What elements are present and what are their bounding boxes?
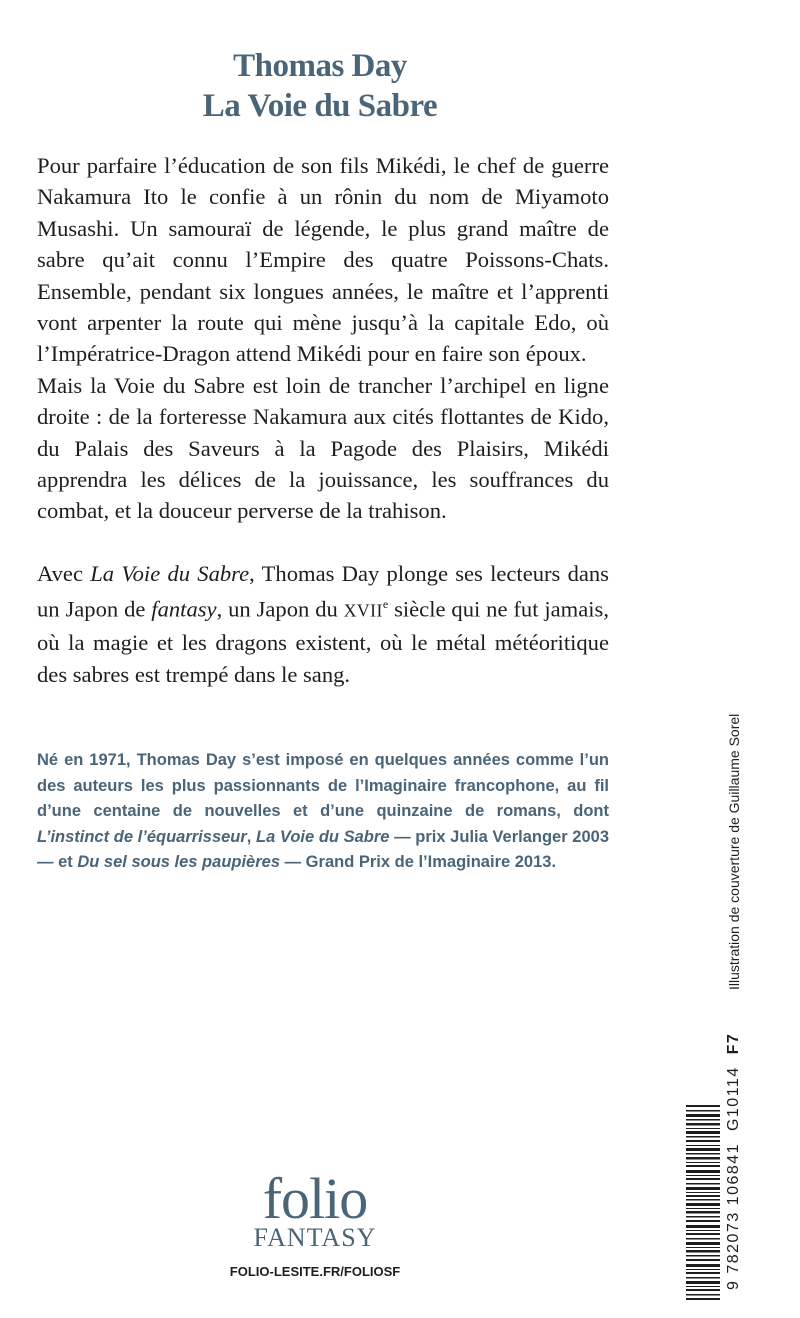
publisher-logo xyxy=(215,1166,415,1252)
synopsis-paragraph-1: Pour parfaire l’éducation de son fils Mikédi, le chef de guerre Nakamura Ito le confie à un rônin du nom de Miyamoto Musashi. Un samouraï de légende, le plus grand maître de sabre qu’ait connu l’Empire des quatre Poissons-Chats. Ensemble, pendant six longues années, le maître et l’apprenti vont arpenter la route qui mène jusqu’à la capitale Edo, où l’Impératrice-Dragon attend Mikédi pour en faire son époux. xyxy=(37,153,609,367)
logo-fantasy: FANTASY xyxy=(253,1223,377,1252)
synopsis-text: Avec xyxy=(37,560,91,586)
synopsis-paragraph-2: Mais la Voie du Sabre est loin de trancher l’archipel en ligne droite : de la forteresse Nakamura aux cités flottantes de Kido, du Palais des Saveurs à la Pagode des Plaisirs, Mikédi apprendra les délices de la jouissance, les souffrances du combat, et la douceur perverse de la trahison. xyxy=(37,372,609,524)
cover-credit: Illustration de couverture de Guillaume Sorel xyxy=(726,713,742,990)
title-block xyxy=(0,46,640,126)
century-numeral: XVII xyxy=(343,600,383,621)
bio-text: Né en 1971, Thomas Day s’est imposé en quelques années comme l’un des auteurs les plus passionnants de l’Imaginaire francophone, au fil d’une centaine de nouvelles et d’une quinzaine de romans, dont xyxy=(37,751,609,820)
book-title: La Voie du Sabre xyxy=(202,88,438,124)
isbn-digits: 9 782073 106841 xyxy=(725,1142,742,1290)
isbn-line xyxy=(722,1000,746,1290)
bio-text: , xyxy=(246,827,257,846)
isbn-code: G10114 xyxy=(725,1066,742,1132)
synopsis-book-title: La Voie du Sabre xyxy=(90,560,250,586)
barcode xyxy=(686,1105,720,1300)
synopsis-paragraph-3 xyxy=(37,558,609,690)
bio-text: — prix Julia Verlanger 2003 — et xyxy=(37,827,609,871)
price-code: F7 xyxy=(725,1032,742,1055)
bio-title-1: L’instinct de l’équarrisseur xyxy=(37,827,247,846)
synopsis-text: siècle qui ne fut jamais, où la magie et les dragons existent, où le métal météoritique des sabres est trempé dans le sang. xyxy=(37,596,609,687)
century-superscript: e xyxy=(382,597,389,612)
synopsis-text: , un Japon du xyxy=(216,596,344,622)
bio-title-2: La Voie du Sabre xyxy=(256,827,390,846)
synopsis-text: , Thomas Day plonge ses lecteurs dans un Japon de xyxy=(37,560,609,622)
author-bio xyxy=(37,748,609,876)
synopsis xyxy=(37,150,609,690)
website-url: FOLIO-LESITE.FR/FOLIOSF xyxy=(229,1264,401,1279)
author-name: Thomas Day xyxy=(233,48,407,84)
bio-title-3: Du sel sous les paupières xyxy=(77,853,281,871)
synopsis-fantasy-word: fantasy xyxy=(151,596,217,622)
logo-folio: folio xyxy=(262,1166,368,1231)
bio-text: — Grand Prix de l’Imaginaire 2013. xyxy=(280,853,557,871)
